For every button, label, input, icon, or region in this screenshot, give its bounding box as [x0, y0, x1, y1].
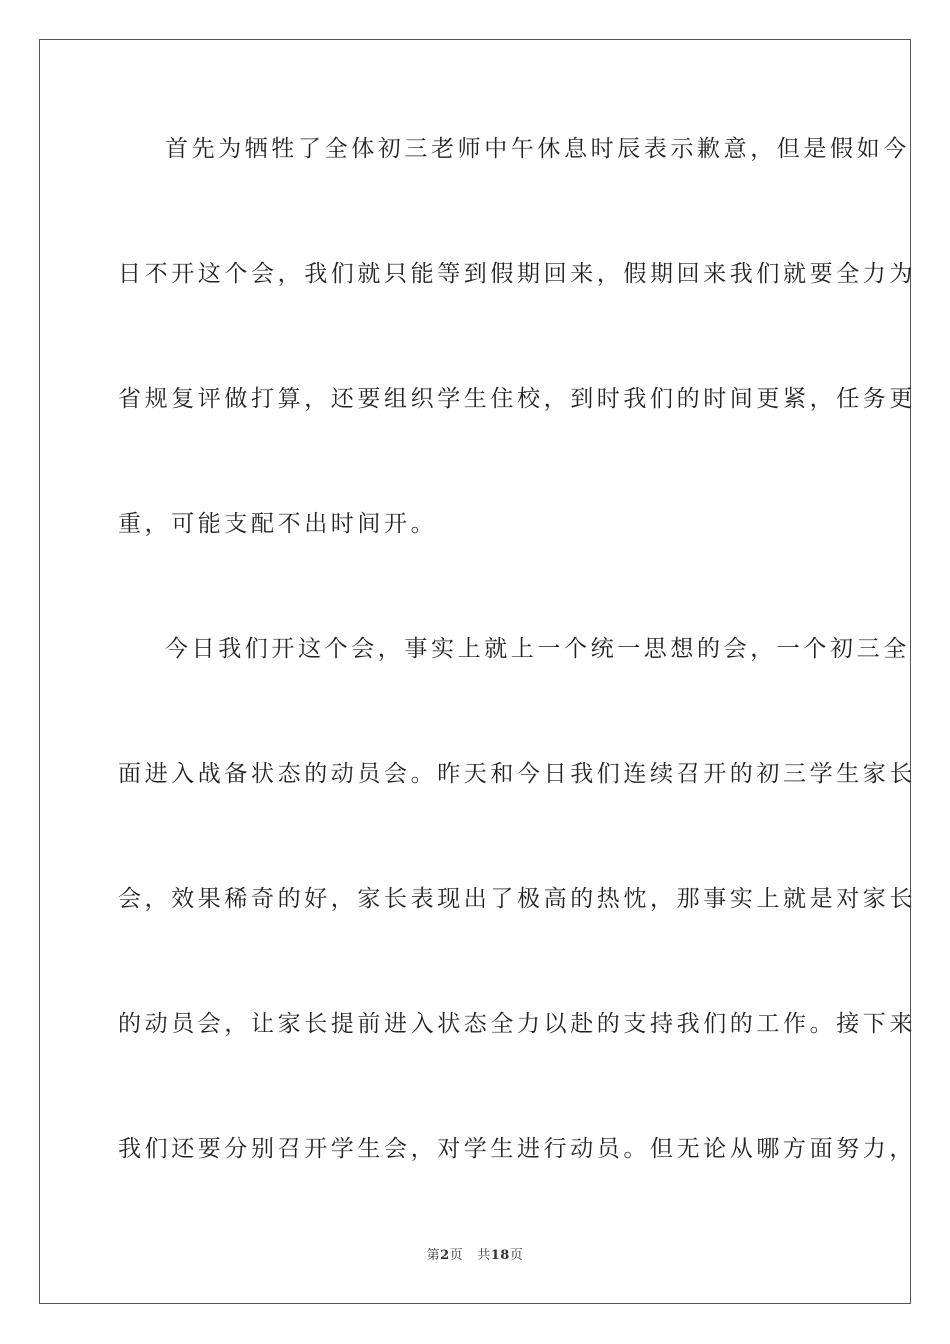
page-current: 2	[440, 1248, 450, 1263]
page-suffix: 页	[449, 1248, 464, 1263]
paragraph-line: 首先为牺牲了全体初三老师中午休息时辰表示歉意，但是假如今	[165, 136, 910, 162]
page-footer	[0, 1244, 950, 1263]
paragraph-line: 日不开这个会，我们就只能等到假期回来，假期回来我们就要全力为	[118, 261, 916, 287]
paragraph-line: 今日我们开这个会，事实上就上一个统一思想的会，一个初三全	[165, 636, 910, 662]
page-total: 18	[490, 1248, 510, 1263]
paragraph-line: 重，可能支配不出时间开。	[118, 511, 438, 537]
paragraph-line: 我们还要分别召开学生会，对学生进行动员。但无论从哪方面努力，	[118, 1136, 916, 1162]
paragraph-line: 的动员会，让家长提前进入状态全力以赴的支持我们的工作。接下来	[118, 1011, 916, 1037]
paragraph-line: 会，效果稀奇的好，家长表现出了极高的热忱，那事实上就是对家长	[118, 886, 916, 912]
paragraph-line: 省规复评做打算，还要组织学生住校，到时我们的时间更紧，任务更	[118, 386, 916, 412]
page-prefix: 第	[426, 1248, 441, 1263]
total-prefix: 共	[477, 1248, 491, 1263]
total-suffix: 页	[509, 1248, 524, 1263]
paragraph-line: 面进入战备状态的动员会。昨天和今日我们连续召开的初三学生家长	[118, 761, 916, 787]
